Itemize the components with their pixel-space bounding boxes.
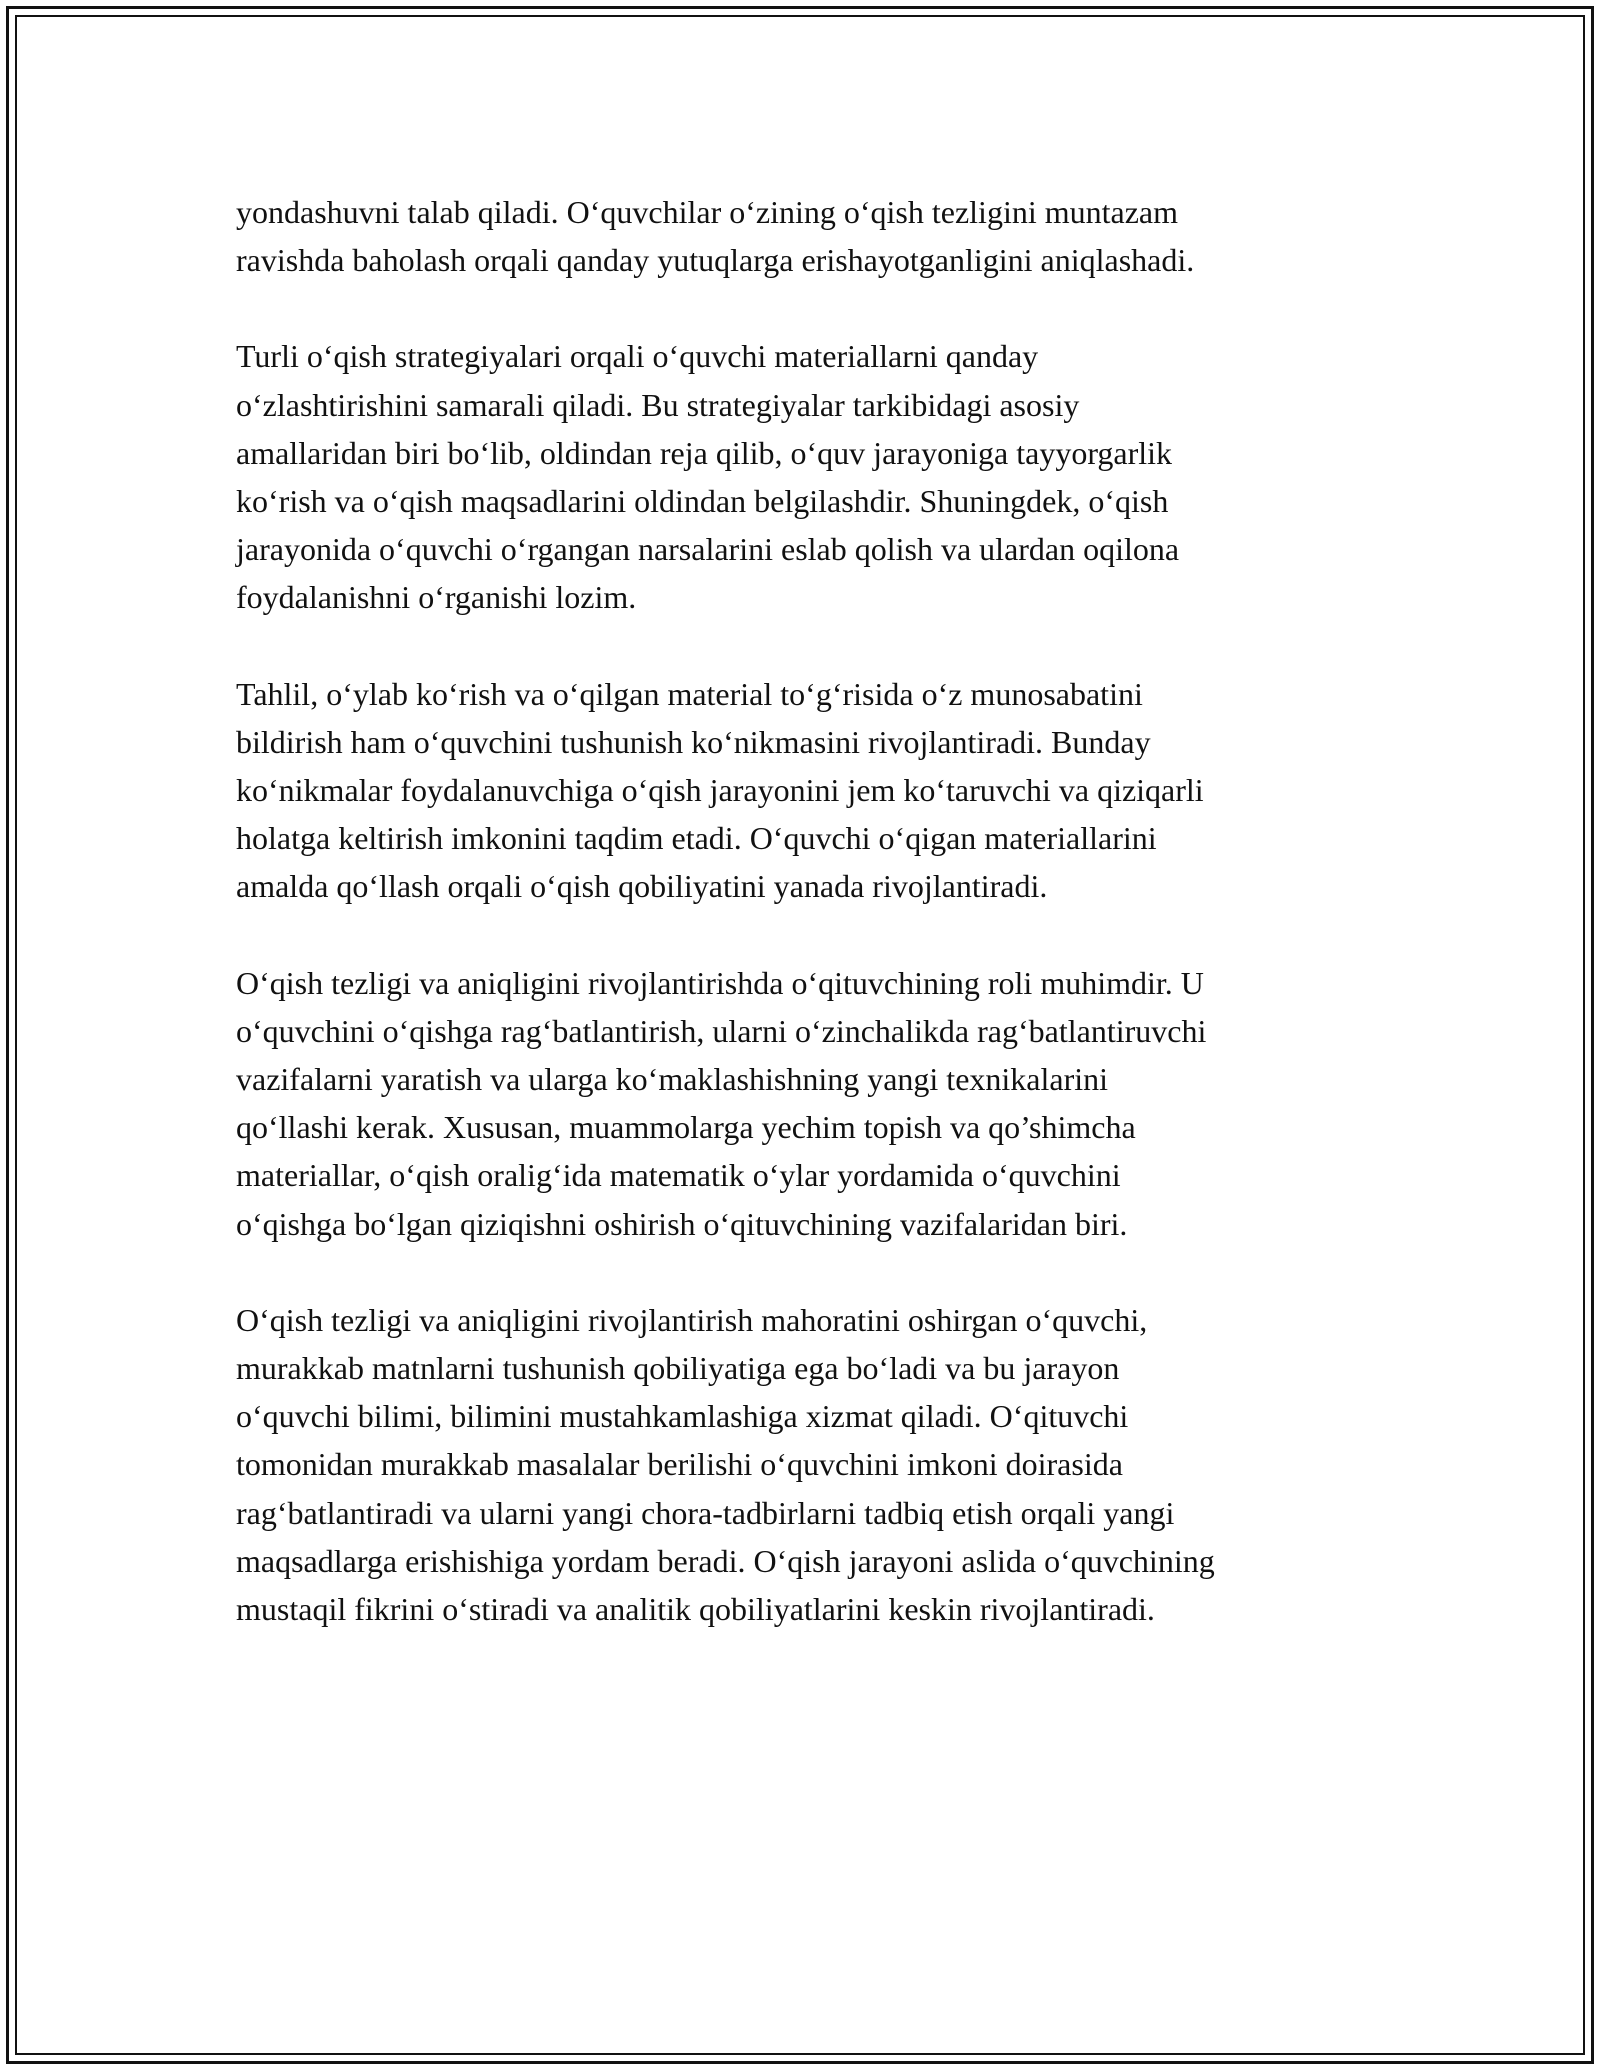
paragraph-1 xyxy=(236,188,1386,284)
text-line: holatga keltirish imkonini taqdim etadi. O‘quvchi o‘qigan materiallarini xyxy=(236,820,1157,857)
text-line: ko‘rish va o‘qish maqsadlarini oldindan belgilashdir. Shuningdek, o‘qish xyxy=(236,483,1169,520)
text-line: mustaqil fikrini o‘stiradi va analitik qobiliyatlarini keskin rivojlantiradi. xyxy=(236,1591,1155,1628)
text-line: amalda qo‘llash orqali o‘qish qobiliyatini yanada rivojlantiradi. xyxy=(236,868,1048,905)
text-line: o‘qishga bo‘lgan qiziqishni oshirish o‘qituvchining vazifalaridan biri. xyxy=(236,1205,1128,1242)
text-line: tomonidan murakkab masalalar berilishi o‘quvchini imkoni doirasida xyxy=(236,1446,1123,1483)
text-line: bildirish ham o‘quvchini tushunish ko‘nikmasini rivojlantiradi. Bunday xyxy=(236,723,1151,760)
document-body xyxy=(236,188,1386,1681)
paragraph-3 xyxy=(236,670,1386,911)
text-line: maqsadlarga erishishiga yordam beradi. O‘qish jarayoni aslida o‘quvchining xyxy=(236,1542,1215,1579)
text-line: yondashuvni talab qiladi. O‘quvchilar o‘zining o‘qish tezligini muntazam xyxy=(236,194,1178,230)
paragraph-4 xyxy=(236,959,1386,1248)
text-line: ravishda baholash orqali qanday yutuqlarga erishayotganligini aniqlashadi. xyxy=(236,242,1195,279)
paragraph-2 xyxy=(236,332,1386,621)
text-line: O‘qish tezligi va aniqligini rivojlantirishda o‘qituvchining roli muhimdir. U xyxy=(236,964,1204,1001)
text-line: ko‘nikmalar foydalanuvchiga o‘qish jarayonini jem ko‘taruvchi va qiziqarli xyxy=(236,772,1204,809)
text-line: o‘quvchini o‘qishga rag‘batlantirish, ularni o‘zinchalikda rag‘batlantiruvchi xyxy=(236,1012,1207,1049)
text-line: vazifalarni yaratish va ularga ko‘maklashishning yangi texnikalarini xyxy=(236,1061,1109,1098)
text-line: Tahlil, o‘ylab ko‘rish va o‘qilgan material to‘g‘risida o‘z munosabatini xyxy=(236,675,1143,712)
text-line: amallaridan biri bo‘lib, oldindan reja qilib, o‘quv jarayoniga tayyorgarlik xyxy=(236,434,1173,471)
text-line: jarayonida o‘quvchi o‘rgangan narsalarini eslab qolish va ulardan oqilona xyxy=(236,531,1180,568)
paragraph-5 xyxy=(236,1296,1386,1633)
text-line: O‘qish tezligi va aniqligini rivojlantirish mahoratini oshirgan o‘quvchi, xyxy=(236,1301,1148,1338)
text-line: foydalanishni o‘rganishi lozim. xyxy=(236,579,637,616)
text-line: o‘zlashtirishini samarali qiladi. Bu strategiyalar tarkibidagi asosiy xyxy=(236,386,1080,423)
text-line: materiallar, o‘qish oralig‘ida matematik o‘ylar yordamida o‘quvchini xyxy=(236,1157,1121,1194)
text-line: o‘quvchi bilimi, bilimini mustahkamlashiga xizmat qiladi. O‘qituvchi xyxy=(236,1398,1129,1435)
text-line: qo‘llashi kerak. Xususan, muammolarga yechim topish va qo’shimcha xyxy=(236,1109,1136,1146)
text-line: rag‘batlantiradi va ularni yangi chora-tadbirlarni tadbiq etish orqali yangi xyxy=(236,1494,1175,1531)
text-line: murakkab matnlarni tushunish qobiliyatiga ega bo‘ladi va bu jarayon xyxy=(236,1350,1120,1387)
text-line: Turli o‘qish strategiyalari orqali o‘quvchi materiallarni qanday xyxy=(236,338,1039,375)
